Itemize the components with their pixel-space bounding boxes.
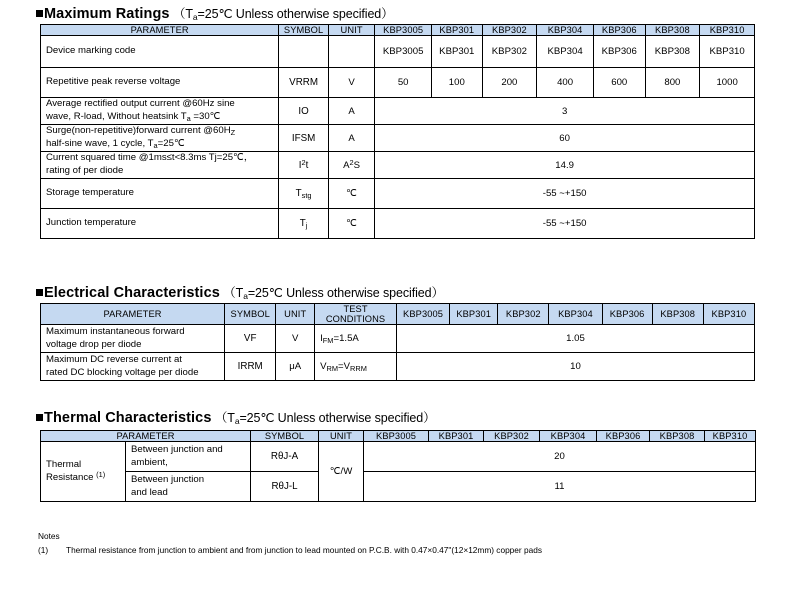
col-kbp310: KBP310 [703, 304, 754, 325]
table-row-io [41, 98, 755, 125]
value-cell: 100 [432, 68, 483, 98]
value-cell-spanned: 1.05 [396, 325, 754, 353]
table-row-tj [41, 209, 755, 239]
bullet-square-icon [36, 10, 43, 17]
parameter-cell: Storage temperature [41, 179, 279, 209]
value-cell: KBP310 [700, 36, 755, 68]
value-cell: KBP306 [593, 36, 645, 68]
parameter-line-end: =30℃ [190, 111, 221, 122]
unit-cell: A [328, 125, 374, 152]
col-test-conditions: TEST CONDITIONS [315, 304, 397, 325]
parameter-line: Average rectified output current @60Hz sine [46, 98, 235, 110]
sub-parameter-cell [126, 442, 251, 472]
col-kbp310: KBP310 [700, 25, 755, 36]
col-unit: UNIT [319, 431, 364, 442]
parameter-subscript: Z [230, 128, 236, 138]
unit-cell: A [328, 98, 374, 125]
value-cell-spanned: 11 [364, 472, 756, 502]
value-cell: 1000 [700, 68, 755, 98]
note-text: Thermal resistance from junction to ambient and from junction to lead mounted on P.C.B. with 0.47×0.47"(12×12mm) copper pads [66, 545, 542, 556]
col-symbol: SYMBOL [251, 431, 319, 442]
col-kbp3005: KBP3005 [375, 25, 432, 36]
symbol-cell: VF [225, 325, 276, 353]
symbol-cell: RθJ-L [251, 472, 319, 502]
col-kbp304: KBP304 [537, 25, 594, 36]
maximum-ratings-heading [36, 6, 394, 22]
parameter-line: Current squared time @1ms≤t<8.3ms Tj=25℃， [46, 152, 254, 164]
bullet-square-icon [36, 414, 43, 421]
value-cell-spanned: 20 [364, 442, 756, 472]
symbol-subscript: j [305, 221, 308, 230]
unit-cell [328, 36, 374, 68]
value-cell: 400 [537, 68, 594, 98]
thermal-characteristics-table [40, 430, 756, 502]
unit-cell: ℃ [328, 209, 374, 239]
col-kbp304: KBP304 [549, 304, 602, 325]
value-cell: KBP302 [482, 36, 537, 68]
parameter-cell [41, 98, 279, 125]
parameter-line: half-sine wave, 1 cycle, T [46, 138, 154, 149]
value-cell-spanned: 60 [375, 125, 755, 152]
group-label-line: Thermal [46, 458, 82, 470]
thermal-characteristics-title: Thermal Characteristics [44, 410, 212, 426]
table-row-tstg [41, 179, 755, 209]
col-kbp308: KBP308 [650, 431, 705, 442]
sub-parameter-cell [126, 472, 251, 502]
electrical-characteristics-table [40, 303, 755, 381]
footnote-marker: (1) [96, 469, 106, 479]
parameter-line: Surge(non-repetitive)forward current @60H [46, 125, 231, 137]
note-number: (1) [38, 545, 49, 556]
symbol-cell: $I^2t$ [279, 152, 329, 179]
symbol-superscript: 2 [301, 157, 306, 167]
parameter-subscript: a [186, 114, 191, 123]
unit-cell: V [328, 68, 374, 98]
table-header-row [41, 431, 756, 442]
symbol-cell: IFSM [279, 125, 329, 152]
thermal-characteristics-condition: （$T_a=25℃$ Unless otherwise specified） [214, 411, 436, 426]
table-row-i2t [41, 152, 755, 179]
symbol-cell: RθJ-A [251, 442, 319, 472]
value-cell: 200 [482, 68, 537, 98]
col-parameter: PARAMETER [41, 431, 251, 442]
unit-cell: V [276, 325, 315, 353]
maximum-ratings-condition: （$T_a=25℃$ Unless otherwise specified） [172, 7, 394, 22]
col-symbol: SYMBOL [279, 25, 329, 36]
notes-block [38, 530, 542, 556]
symbol-cell: $T_{stg}$ [279, 179, 329, 209]
parameter-cell [41, 125, 279, 152]
bullet-square-icon [36, 289, 43, 296]
unit-cell: μA [276, 353, 315, 381]
col-kbp302: KBP302 [482, 25, 537, 36]
col-kbp3005: KBP3005 [396, 304, 449, 325]
maximum-ratings-table [40, 24, 755, 239]
col-parameter: PARAMETER [41, 304, 225, 325]
table-row-vf [41, 325, 755, 353]
parameter-cell: Junction temperature [41, 209, 279, 239]
parameter-line: voltage drop per diode [46, 338, 142, 350]
parameter-cell [41, 353, 225, 381]
parameter-line: wave, R-load, Without heatsink T [46, 111, 187, 122]
value-cell: KBP308 [645, 36, 700, 68]
value-cell: KBP3005 [375, 36, 432, 68]
value-cell-spanned: 10 [396, 353, 754, 381]
test-condition-cell: $I_{FM}=1.5A$ [315, 325, 397, 353]
table-row-vrrm [41, 68, 755, 98]
maximum-ratings-title: Maximum Ratings [44, 6, 170, 22]
thermal-resistance-group-label [41, 442, 126, 502]
value-cell-spanned: 14.9 [375, 152, 755, 179]
value-cell: KBP301 [432, 36, 483, 68]
sub-parameter-line: Between junction [131, 473, 205, 485]
col-kbp306: KBP306 [597, 431, 650, 442]
col-unit: UNIT [276, 304, 315, 325]
sub-parameter-line: ambient, [131, 456, 168, 468]
symbol-cell: IRRM [225, 353, 276, 381]
sub-parameter-line: and lead [131, 486, 168, 498]
col-kbp308: KBP308 [652, 304, 703, 325]
col-parameter: PARAMETER [41, 25, 279, 36]
col-kbp308: KBP308 [645, 25, 700, 36]
value-cell-spanned: -55 ~+150 [375, 209, 755, 239]
value-cell-spanned: -55 ~+150 [375, 179, 755, 209]
parameter-line: rated DC blocking voltage per diode [46, 366, 199, 378]
value-cell: 600 [593, 68, 645, 98]
col-symbol: SYMBOL [225, 304, 276, 325]
table-row-rthja [41, 442, 756, 472]
table-row-ifsm [41, 125, 755, 152]
col-kbp306: KBP306 [602, 304, 652, 325]
parameter-line: Maximum DC reverse current at [46, 353, 182, 365]
col-kbp3005: KBP3005 [364, 431, 429, 442]
parameter-line-end: =25℃ [157, 138, 185, 149]
test-condition-cell: $V_{RM}=V_{RRM}$ [315, 353, 397, 381]
value-cell-spanned: 3 [375, 98, 755, 125]
unit-cell: ℃ [328, 179, 374, 209]
notes-title: Notes [38, 531, 60, 541]
unit-cell: $A^2S$ [328, 152, 374, 179]
symbol-cell [279, 36, 329, 68]
symbol-cell: $T_j$ [279, 209, 329, 239]
table-row-rthjl [41, 472, 756, 502]
value-cell: 50 [375, 68, 432, 98]
unit-cell: ℃/W [319, 442, 364, 502]
col-kbp301: KBP301 [429, 431, 484, 442]
parameter-subscript: a [153, 141, 158, 150]
col-kbp301: KBP301 [432, 25, 483, 36]
col-kbp302: KBP302 [498, 304, 549, 325]
value-cell: KBP304 [537, 36, 594, 68]
parameter-cell [41, 152, 279, 179]
value-cell: 800 [645, 68, 700, 98]
parameter-line: Maximum instantaneous forward [46, 325, 185, 337]
col-kbp306: KBP306 [593, 25, 645, 36]
unit-superscript: 2 [349, 157, 354, 167]
symbol-cell: IO [279, 98, 329, 125]
table-header-row [41, 25, 755, 36]
symbol-subscript: stg [301, 191, 312, 200]
table-row-device-marking [41, 36, 755, 68]
parameter-cell [41, 325, 225, 353]
table-row-irrm [41, 353, 755, 381]
col-kbp301: KBP301 [450, 304, 498, 325]
col-unit: UNIT [328, 25, 374, 36]
col-kbp302: KBP302 [484, 431, 540, 442]
electrical-characteristics-title: Electrical Characteristics [44, 285, 220, 301]
sub-parameter-line: Between junction and [131, 443, 223, 455]
electrical-characteristics-condition: （$T_a=25℃$ Unless otherwise specified） [223, 286, 444, 301]
electrical-characteristics-heading [36, 285, 444, 301]
parameter-cell: Device marking code [41, 36, 279, 68]
group-label-line: Resistance [46, 471, 94, 483]
symbol-cell: VRRM [279, 68, 329, 98]
table-header-row [41, 304, 755, 325]
col-kbp310: KBP310 [705, 431, 756, 442]
thermal-characteristics-heading [36, 410, 435, 426]
parameter-line: rating of per diode [46, 165, 124, 176]
parameter-cell: Repetitive peak reverse voltage [41, 68, 279, 98]
note-item [38, 544, 542, 556]
col-kbp304: KBP304 [540, 431, 597, 442]
